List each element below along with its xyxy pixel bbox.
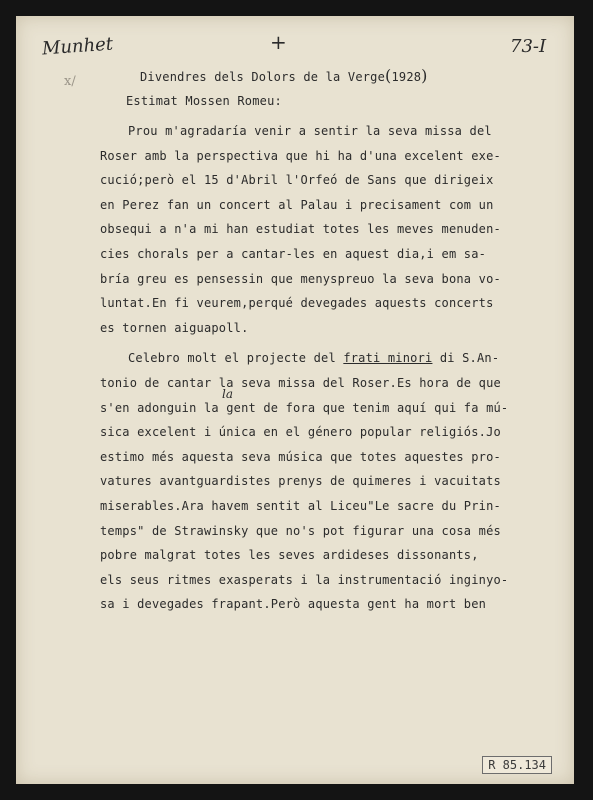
faint-mark: x/ <box>64 74 76 89</box>
letter-line: miserables.Ara havem sentit al Liceu"Le sacre du Prin- <box>100 499 501 513</box>
letter-line: tonio de cantar la seva missa del Roser.Es hora de que <box>100 376 501 390</box>
letter-line: temps" de Strawinsky que no's pot figurar una cosa més <box>100 523 501 538</box>
plus-mark: + <box>270 30 287 54</box>
paren-open: ( <box>385 66 392 85</box>
date-text: Divendres dels Dolors de la Verge <box>140 70 386 84</box>
letter-line: estimo més aquesta seva música que totes aquestes pro- <box>100 449 501 464</box>
year: 1928 <box>391 70 422 84</box>
handwritten-annotation: Munhet <box>41 33 114 60</box>
letter-line: en Perez fan un concert al Palau i precisament com un <box>100 197 494 212</box>
salutation: Estimat Mossen Romeu: <box>126 94 282 108</box>
underlined-phrase: frati minori <box>343 351 433 366</box>
letter-line: pobre malgrat totes les seves ardideses dissonants, <box>100 548 479 563</box>
letter-line: Celebro molt el projecte del frati minori di S.An- <box>128 351 500 366</box>
date-line <box>140 66 428 85</box>
letter-page <box>16 16 574 784</box>
letter-line: cies chorals per a cantar-les en aquest dia,i em sa- <box>100 247 487 261</box>
letter-line: bría greu es pensessin que menyspreuo la seva bona vo- <box>100 271 501 286</box>
letter-line: sa i devegades frapant.Però aquesta gent ha mort ben <box>100 597 487 612</box>
letter-line: luntat.En fi veurem,perqué devegades aquests concerts <box>100 296 494 311</box>
handwritten-insertion: la <box>222 386 233 401</box>
paren-close: ) <box>421 66 428 85</box>
letter-line: obsequi a n'a mi han estudiat totes les meves menuden- <box>100 222 501 237</box>
letter-line: es tornen aiguapoll. <box>100 320 249 335</box>
page-reference: 73-I <box>510 36 547 57</box>
letter-line: s'en adonguin la gent de fora que tenim aquí qui fa mú- <box>100 400 509 415</box>
letter-line: cució;però el 15 d'Abril l'Orfeó de Sans que dirigeix <box>100 173 494 188</box>
letter-line: Roser amb la perspectiva que hi ha d'una excelent exe- <box>100 148 501 163</box>
letter-line: Prou m'agradaría venir a sentir la seva missa del <box>128 124 492 138</box>
archive-stamp: R 85.134 <box>482 756 552 774</box>
letter-line: vatures avantguardistes prenys de quimeres i vacuitats <box>100 474 501 489</box>
letter-line: els seus ritmes exasperats i la instrumentació inginyo- <box>100 572 509 587</box>
letter-line: sica excelent i única en el género popular religiós.Jo <box>100 425 501 440</box>
